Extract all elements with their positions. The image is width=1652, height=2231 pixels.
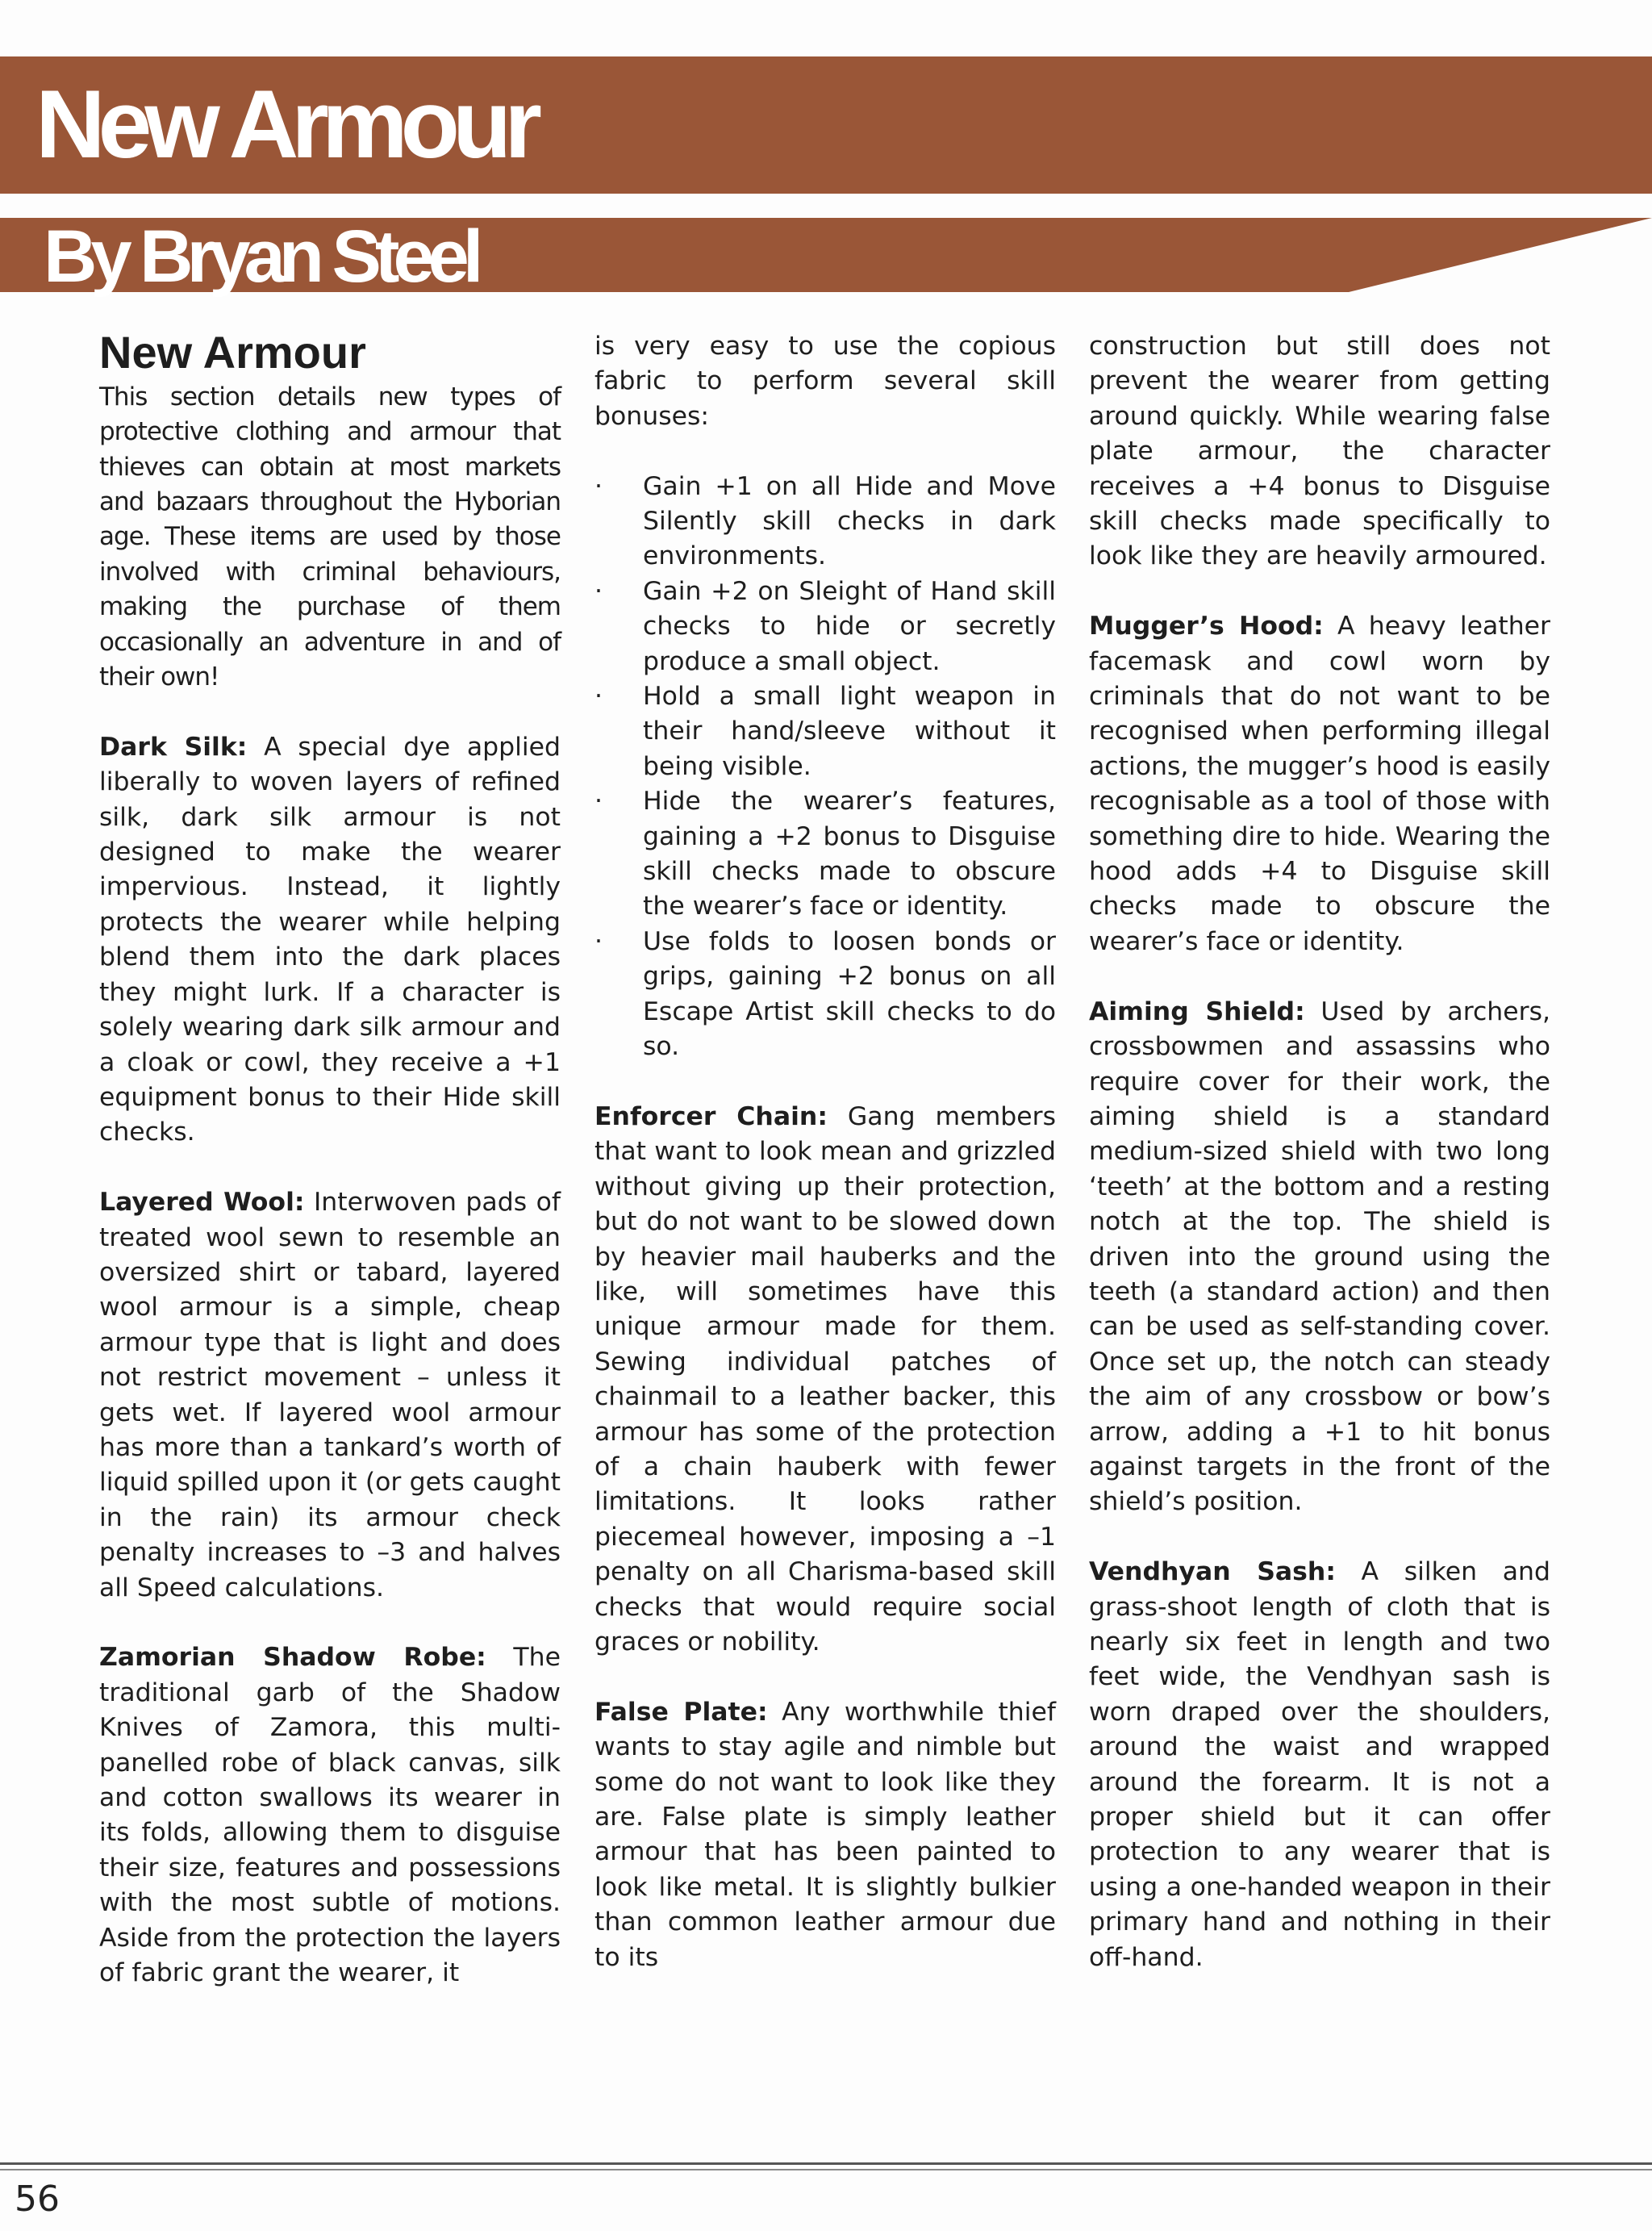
page-number: 56 <box>15 2179 60 2220</box>
item-muggers-hood <box>1089 609 1550 959</box>
list-item: · Hold a small light weapon in their hand/sleeve without it being visible. <box>594 679 1056 784</box>
bullet-glyph: · <box>594 926 603 956</box>
item-text: A special dye applied liberally to woven layers of refined silk, dark silk armour is not designed to make the wearer impervious. Instead, it lightly protects the wearer while helping blend them into the dark places they might lurk. If a character is solely wearing dark silk armour and a cloak or cowl, they receive a +1 equipment bonus to their Hide skill checks. <box>99 732 561 1147</box>
skill-bonus-list <box>594 470 1056 1065</box>
bullet-glyph: · <box>594 471 603 501</box>
item-text: Interwoven pads of treated wool sewn to resemble an oversized shirt or tabard, layered wool armour is a simple, cheap armour type that is light and does not restrict movement – unless it gets wet. If layered wool armour has more than a tankard’s worth of liquid spilled upon it (or gets caught in the rain) its armour check penalty increases to –3 and halves all Speed calculations. <box>99 1188 561 1602</box>
author-byline: By Bryan Steel <box>44 215 478 298</box>
item-text: Any worthwhile thief wants to stay agile and nimble but some do not want to look like they are. False plate is simply leather armour that has been painted to look like metal. It is slightly bulkier than common leather armour due to its <box>594 1697 1056 1972</box>
item-enforcer-chain <box>594 1100 1056 1661</box>
intro-paragraph: This section details new types of protective clothing and armour that thieves can obtain at most markets and bazaars throughout the Hyborian age. These items are used by those involved with criminal behaviours, making the purchase of them occasionally an adventure in and of their own! <box>99 382 561 692</box>
bullet-glyph: · <box>594 682 603 712</box>
item-dark-silk <box>99 730 561 1151</box>
item-text: A heavy leather facemask and cowl worn by criminals that do not want to be recognised when performing illegal actions, the mugger’s hood is easily recognisable as a tool of those with something dire to hide. Wearing the hood adds +4 to Disguise skill checks made to obscure the wearer’s face or identity. <box>1089 612 1551 956</box>
false-plate-continued: construction but still does not prevent the wearer from getting around quickly. While wearing false plate armour, the character receives a +4 bonus to Disguise skill checks made specifically to look like they are heavily armoured. <box>1089 332 1550 571</box>
item-name: Aiming Shield: <box>1089 996 1305 1026</box>
section-title: New Armour <box>99 327 366 378</box>
item-name: Zamorian Shadow Robe: <box>99 1643 486 1673</box>
column-3 <box>1089 329 1550 2010</box>
item-text: Used by archers, crossbowmen and assassins who require cover for their work, the aiming shield is a standard medium-sized shield with two long ‘teeth’ at the bottom and a resting notch at the top. The shield is driven into the ground using the teeth (a standard action) and then can be used as self-standing cover. Once set up, the notch can steady the aim of any crossbow or bow’s arrow, adding a +1 to hit bonus against targets in the front of the shield’s position. <box>1089 996 1550 1517</box>
footer-rule <box>0 2162 1652 2165</box>
item-name: Layered Wool: <box>99 1188 305 1218</box>
item-text: Gang members that want to look mean and grizzled without giving up their protection, but do not want to be slowed down by heavier mail hauberks and the like, will sometimes have this unique armour made for them. Sewing individual patches of chainmail to a leather backer, this armour has some of the protection of a chain hauberk with fewer limitations. It looks rather piecemeal however, imposing a –1 penalty on all Charisma-based skill checks that would require social graces or nobility. <box>594 1101 1057 1657</box>
column-2 <box>594 329 1056 2010</box>
list-item: · Gain +2 on Sleight of Hand skill checks to hide or secretly produce a small object. <box>594 574 1056 679</box>
item-name: False Plate: <box>594 1697 768 1727</box>
item-false-plate <box>594 1695 1056 1975</box>
page-title: New Armour <box>35 70 535 178</box>
footer-rule-thin <box>0 2169 1652 2170</box>
item-layered-wool <box>99 1185 561 1606</box>
item-text: A silken and grass-shoot length of cloth that is nearly six feet in length and two feet wide, the Vendhyan sash is worn draped over the shoulders, around the waist and wrapped around the forearm. It is not a proper shield but it can offer protection to any wearer that is using a one-handed weapon in their primary hand and nothing in their off-hand. <box>1089 1557 1550 1972</box>
item-zamorian-shadow-robe <box>99 1640 561 1991</box>
column-1 <box>99 329 561 2026</box>
zamorian-robe-continued: is very easy to use the copious fabric to perform several skill bonuses: <box>594 332 1056 431</box>
item-vendhyan-sash <box>1089 1555 1550 1975</box>
list-item: · Gain +1 on all Hide and Move Silently skill checks in dark environments. <box>594 470 1056 574</box>
item-aiming-shield <box>1089 995 1550 1520</box>
item-name: Dark Silk: <box>99 732 248 762</box>
item-name: Enforcer Chain: <box>594 1101 828 1131</box>
item-name: Vendhyan Sash: <box>1089 1557 1336 1587</box>
bullet-glyph: · <box>594 576 603 606</box>
item-text: The traditional garb of the Shadow Knives of Zamora, this multi-panelled robe of black canvas, silk and cotton swallows its wearer in its folds, allowing them to disguise their size, features and possessions with the most subtle of motions. Aside from the protection the layers of fabric grant the wearer, it <box>99 1643 561 1988</box>
byline-banner <box>0 215 1652 298</box>
list-item: · Hide the wearer’s features, gaining a +2 bonus to Disguise skill checks made to obscure the wearer’s face or identity. <box>594 784 1056 925</box>
title-banner <box>0 56 1652 194</box>
bullet-glyph: · <box>594 787 603 817</box>
item-name: Mugger’s Hood: <box>1089 612 1324 641</box>
list-item: · Use folds to loosen bonds or grips, gaining +2 bonus on all Escape Artist skill checks to do so. <box>594 925 1056 1065</box>
